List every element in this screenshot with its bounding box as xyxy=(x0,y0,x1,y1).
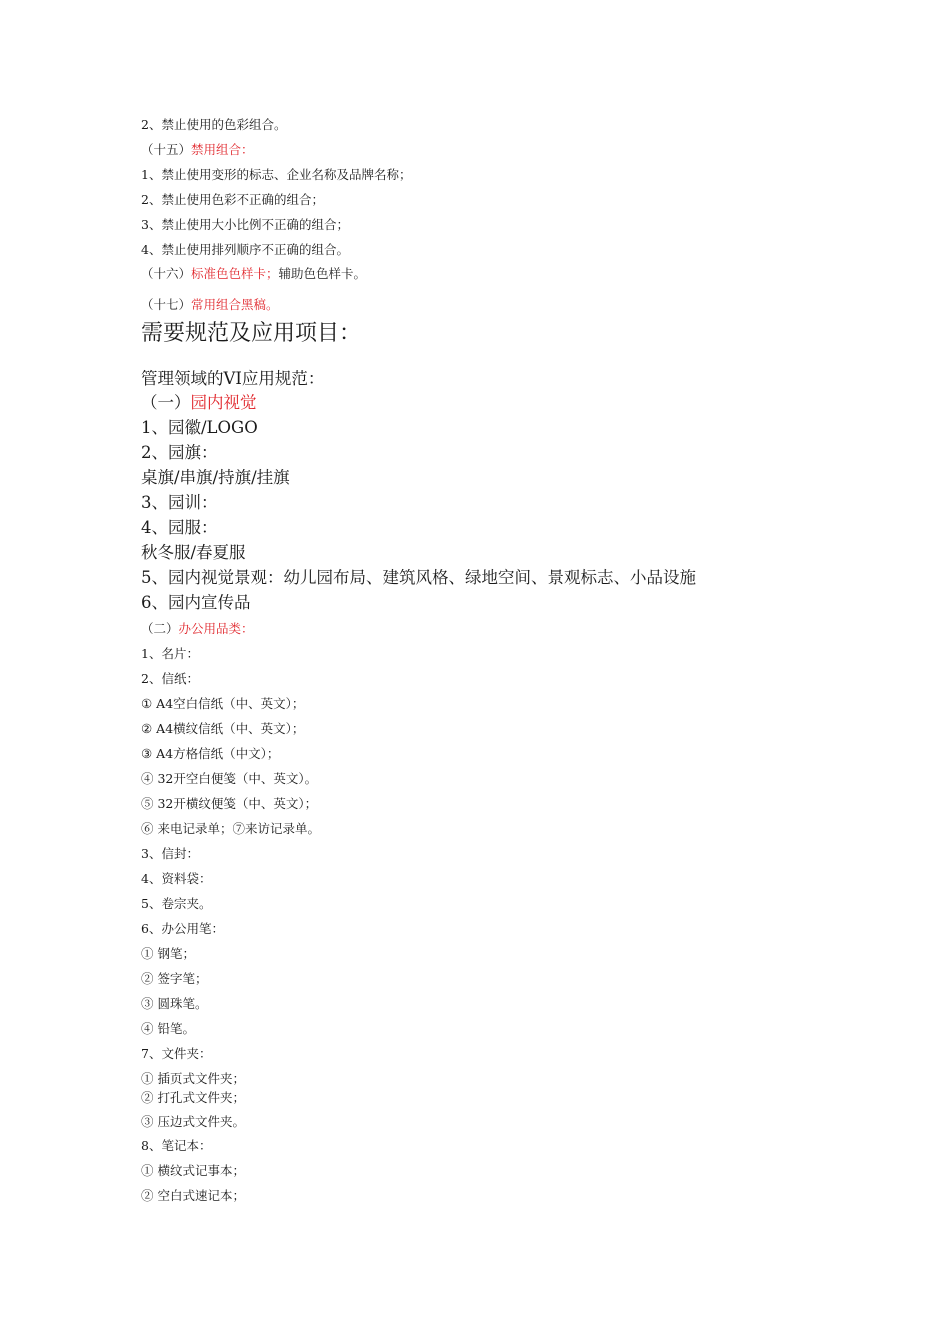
text-line: 1、禁止使用变形的标志、企业名称及品牌名称； xyxy=(141,167,412,182)
text-line: 3、禁止使用大小比例不正确的组合； xyxy=(141,217,349,232)
text-line: 4、禁止使用排列顺序不正确的组合。 xyxy=(141,242,349,257)
list-item: 4、园服： xyxy=(141,518,218,537)
list-item: ② 空白式速记本； xyxy=(141,1188,245,1203)
list-item: 5、卷宗夹。 xyxy=(141,896,212,911)
list-item: ⑤ 32开横纹便笺（中、英文）； xyxy=(141,796,318,811)
list-item: 秋冬服/春夏服 xyxy=(141,543,246,562)
list-item: ① A4空白信纸（中、英文）； xyxy=(141,696,305,711)
section-prefix: （二） xyxy=(141,621,179,636)
list-item: 2、信纸： xyxy=(141,671,199,686)
text-line: 2、禁止使用色彩不正确的组合； xyxy=(141,192,324,207)
section-title: 禁用组合： xyxy=(191,142,254,157)
section-prefix: （十七） xyxy=(141,297,192,312)
list-item: ② 签字笔； xyxy=(141,971,208,986)
section-title: 园内视觉 xyxy=(190,393,257,412)
list-item: ④ 铅笔。 xyxy=(141,1021,195,1036)
page-heading: 需要规范及应用项目： xyxy=(141,321,362,346)
list-item: 1、园徽/LOGO xyxy=(141,418,258,437)
list-item: ① 插页式文件夹； xyxy=(141,1071,245,1086)
list-item: ④ 32开空白便笺（中、英文）。 xyxy=(141,771,318,786)
list-item: ③ 圆珠笔。 xyxy=(141,996,208,1011)
list-item: 7、文件夹： xyxy=(141,1046,212,1061)
section-prefix: （十五） xyxy=(141,142,192,157)
list-item: 4、资料袋： xyxy=(141,871,212,886)
list-item: 1、名片： xyxy=(141,646,199,661)
section-title: 常用组合黑稿。 xyxy=(191,297,279,312)
section-title: 标准色色样卡； xyxy=(191,266,279,281)
list-item: 3、信封： xyxy=(141,846,199,861)
list-item: ⑥ 来电记录单；⑦来访记录单。 xyxy=(141,821,320,836)
list-item: 5、园内视觉景观：幼儿园布局、建筑风格、绿地空间、景观标志、小品设施 xyxy=(141,568,696,587)
text-line: 2、禁止使用的色彩组合。 xyxy=(141,117,287,132)
list-item: 8、笔记本： xyxy=(141,1138,212,1153)
list-item: ③ 压边式文件夹。 xyxy=(141,1114,245,1129)
subheading: 管理领域的VI应用规范： xyxy=(141,369,325,388)
section-heading-16 xyxy=(141,268,366,281)
section-heading-1 xyxy=(141,395,257,412)
list-item: 3、园训： xyxy=(141,493,218,512)
list-item: 6、园内宣传品 xyxy=(141,593,251,612)
list-item: 桌旗/串旗/持旗/挂旗 xyxy=(141,468,290,487)
list-item: 2、园旗： xyxy=(141,443,218,462)
section-title: 办公用品类： xyxy=(178,621,254,636)
list-item: ① 横纹式记事本； xyxy=(141,1163,245,1178)
section-heading-17 xyxy=(141,299,279,312)
list-item: ① 钢笔； xyxy=(141,946,195,961)
section-heading-2 xyxy=(141,623,254,636)
list-item: ② 打孔式文件夹； xyxy=(141,1090,245,1105)
list-item: ② A4横纹信纸（中、英文）； xyxy=(141,721,305,736)
section-prefix: （十六） xyxy=(141,266,192,281)
section-suffix: 辅助色色样卡。 xyxy=(278,266,367,281)
list-item: 6、办公用笔： xyxy=(141,921,224,936)
list-item: ③ A4方格信纸（中文）； xyxy=(141,746,280,761)
section-heading-15 xyxy=(141,144,254,157)
section-prefix: （一） xyxy=(141,393,191,412)
